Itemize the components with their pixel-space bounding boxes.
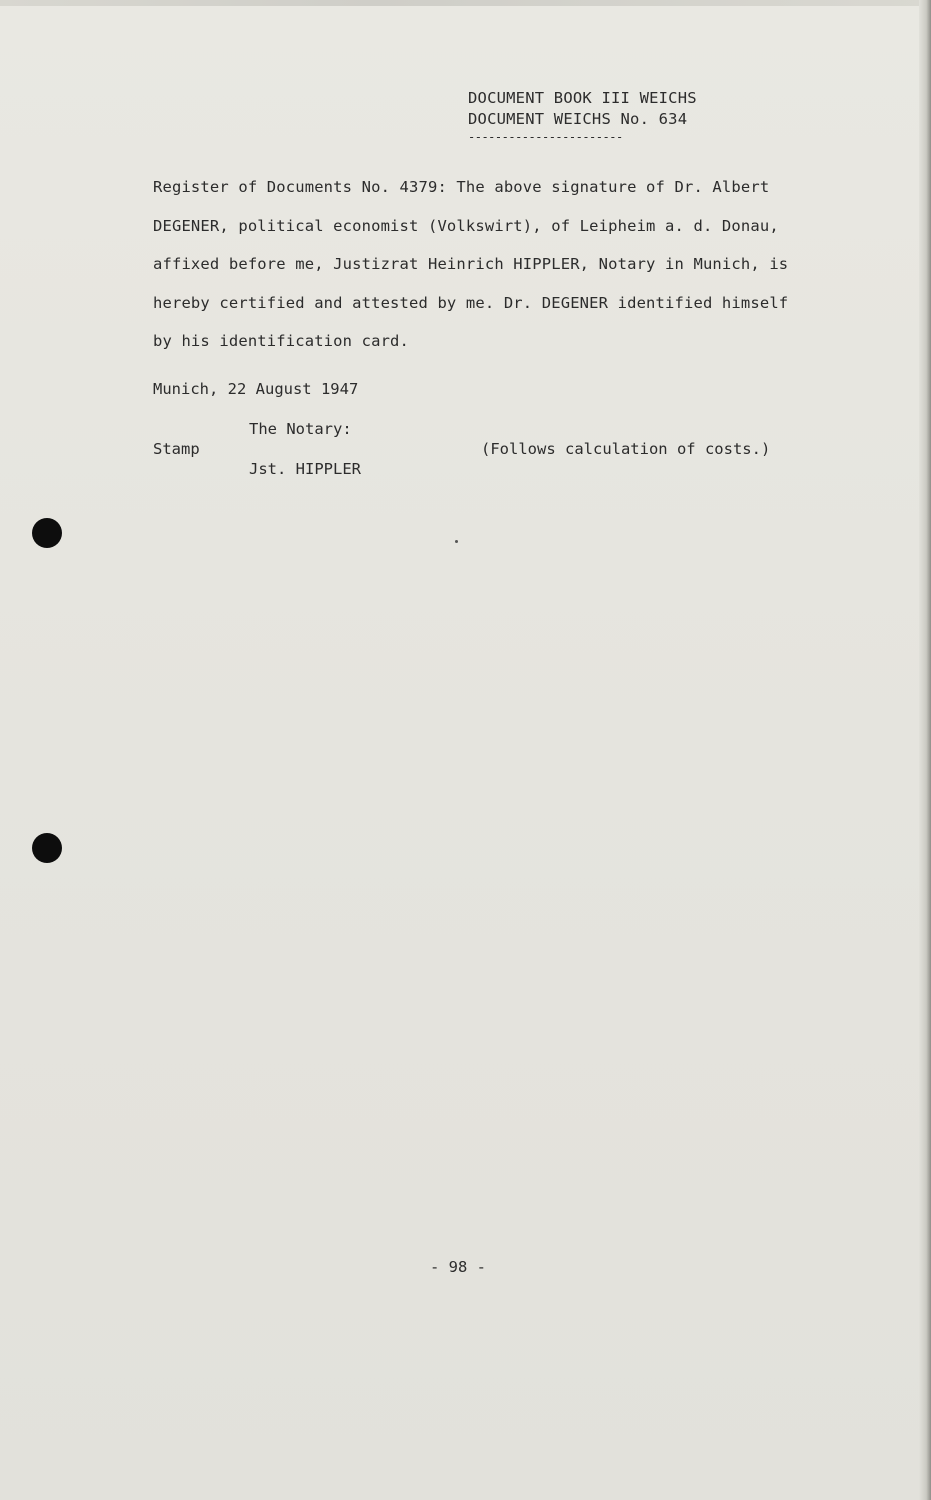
- document-header: [468, 88, 697, 142]
- punch-hole: [32, 833, 62, 863]
- page-top-edge: [0, 0, 931, 6]
- punch-hole: [32, 518, 62, 548]
- stamp-label: Stamp: [153, 440, 200, 458]
- notary-name: Jst. HIPPLER: [249, 460, 361, 478]
- document-number-line: DOCUMENT WEICHS No. 634: [468, 110, 688, 128]
- paragraph-line: affixed before me, Justizrat Heinrich HIPPLER, Notary in Munich, is: [153, 255, 789, 274]
- page-number: - 98 -: [430, 1258, 486, 1276]
- certification-paragraph: [153, 168, 813, 361]
- paragraph-line: Register of Documents No. 4379: The above signature of Dr. Albert: [153, 178, 770, 196]
- header-rule: -----------------------: [468, 130, 623, 144]
- page-right-edge: [919, 0, 931, 1500]
- ink-speck: [455, 540, 458, 543]
- paragraph-line: DEGENER, political economist (Volkswirt), of Leipheim a. d. Donau,: [153, 216, 779, 235]
- dateline: Munich, 22 August 1947: [153, 380, 359, 398]
- paragraph-line: hereby certified and attested by me. Dr. DEGENER identified himself: [153, 293, 789, 312]
- costs-note: (Follows calculation of costs.): [481, 440, 771, 458]
- notary-label: The Notary:: [249, 420, 352, 438]
- paragraph-line: by his identification card.: [153, 332, 410, 351]
- document-book-line: DOCUMENT BOOK III WEICHS: [468, 89, 697, 107]
